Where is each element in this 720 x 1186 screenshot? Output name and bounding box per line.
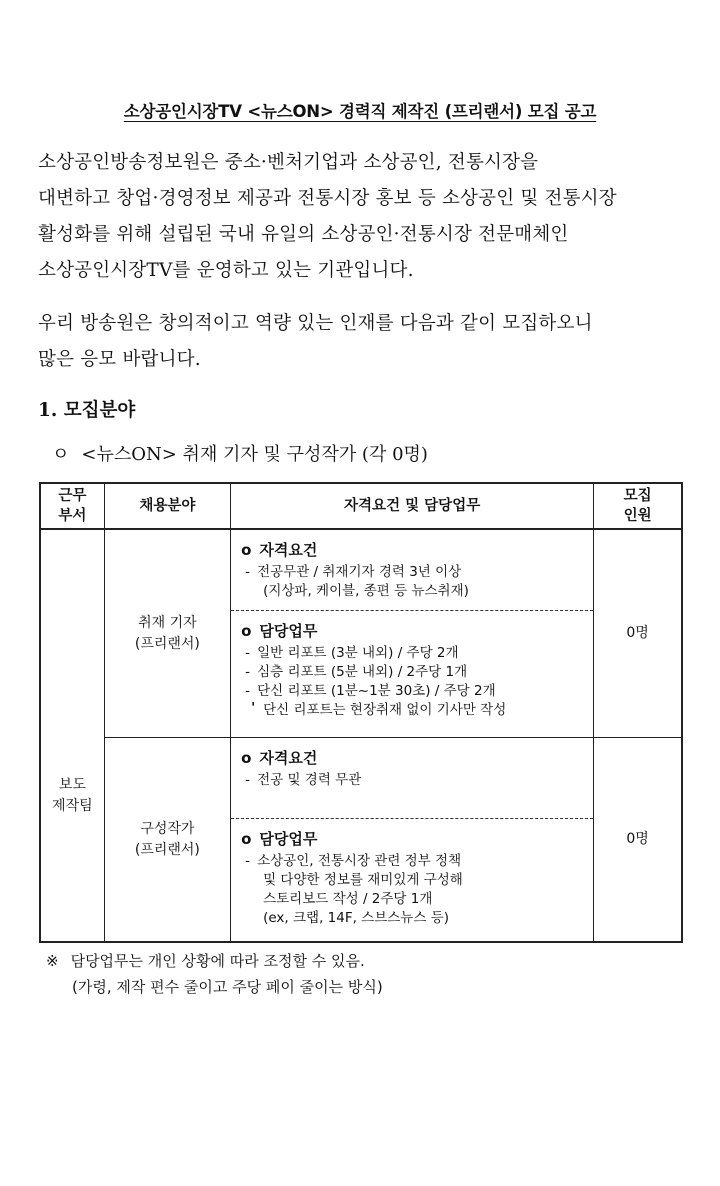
footnote-text: 담당업무는 개인 상황에 따라 조정할 수 있음. [70,952,365,970]
field-line: 취재 기자 [138,614,197,631]
item-continuation: (지상파, 케이블, 종편 등 뉴스취재) [263,583,469,599]
field-cell [104,738,230,943]
item-text: 전공무관 / 취재기자 경력 3년 이상 [257,564,462,580]
field-cell [104,529,230,738]
list-item [241,852,583,871]
list-item [241,771,583,790]
item-text: 심층 리포트 (5분 내외) / 2주당 1개 [257,664,468,680]
subheading-text: <뉴스ON> 취재 기자 및 구성작가 (각 0명) [81,444,428,465]
qualification-block [231,738,593,818]
dash-icon: - [245,772,250,788]
intro-line: 대변하고 창업·경영정보 제공과 전통시장 홍보 등 소상공인 및 전통시장 [38,188,617,209]
dash-icon: - [245,564,250,580]
dash-icon: - [245,853,250,869]
footnote-line: (가령, 제작 편수 줄이고 주당 페이 줄이는 방식) [72,978,383,996]
duty-title: 담당업무 [259,622,318,640]
list-item [241,644,583,663]
intro-line: 소상공인방송정보원은 중소·벤처기업과 소상공인, 전통시장을 [38,152,539,173]
duty-block [231,818,593,941]
count-cell: 0명 [594,529,682,738]
dash-icon: - [245,664,250,680]
dash-icon: - [245,645,250,661]
intro-line: 우리 방송원은 창의적이고 역량 있는 인재를 다음과 같이 모집하오니 [38,313,593,334]
header-count-line: 인원 [623,508,652,524]
section-subheading [52,440,428,466]
footnote [46,948,383,1000]
field-line: (프리랜서) [134,635,200,652]
qualification-block [231,530,593,610]
item-continuation: 및 다양한 정보를 재미있게 구성해 [263,872,463,888]
circle-bullet-icon: o [241,830,252,848]
intro-line: 많은 응모 바랍니다. [38,349,201,370]
count-cell: 0명 [594,738,682,943]
header-dept-line: 부서 [58,508,87,524]
qualification-title: 자격요건 [259,541,318,559]
header-count [594,483,682,529]
qualification-heading [241,748,583,769]
item-text: 일반 리포트 (3분 내외) / 주당 2개 [257,645,459,661]
dept-cell [40,529,104,942]
table-row [40,738,682,943]
qualification-heading [241,540,583,561]
list-item [241,563,583,582]
intro-paragraph-1 [38,145,700,289]
duty-heading [241,829,583,850]
header-dept [40,483,104,529]
qualification-title: 자격요건 [259,749,318,767]
reference-mark-icon: ※ [46,952,59,970]
intro-line: 소상공인시장TV를 운영하고 있는 기관입니다. [38,260,414,281]
dash-icon: - [245,683,250,699]
field-line: 구성작가 [140,820,195,837]
requirements-cell [231,529,594,738]
circle-bullet-icon: o [241,749,252,767]
field-line: (프리랜서) [134,841,200,858]
dept-line: 제작팀 [52,797,93,814]
circle-bullet-icon: o [241,622,252,640]
circle-bullet-icon: ㅇ [52,444,70,465]
recruitment-table [39,482,683,943]
note-mark-icon: ' [251,700,256,716]
list-item [241,663,583,682]
requirements-cell [231,738,594,943]
page-title: 소상공인시장TV <뉴스ON> 경력직 제작진 (프리랜서) 모집 공고 [123,102,597,121]
header-requirements: 자격요건 및 담당업무 [231,483,594,529]
item-text: 소상공인, 전통시장 관련 정부 정책 [257,853,462,869]
intro-paragraph-2 [38,306,700,378]
item-continuation: (ex, 크랩, 14F, 스브스뉴스 등) [263,910,449,926]
header-count-line: 모집 [623,488,652,504]
note-item [241,701,583,720]
circle-bullet-icon: o [241,541,252,559]
table-header-row [40,483,682,529]
item-text: 단신 리포트 (1분~1분 30초) / 주당 2개 [257,683,496,699]
section-heading: 1. 모집분야 [38,400,136,421]
duty-heading [241,621,583,642]
item-text: 전공 및 경력 무관 [257,772,362,788]
footnote-line [46,948,383,974]
table-row [40,529,682,738]
intro-line: 활성화를 위해 설립된 국내 유일의 소상공인·전통시장 전문매체인 [38,224,569,245]
duty-title: 담당업무 [259,830,318,848]
header-field: 채용분야 [104,483,230,529]
item-text: 단신 리포트는 현장취재 없이 기사만 작성 [263,702,507,718]
duty-block [231,610,593,737]
header-dept-line: 근무 [58,488,87,504]
dept-line: 보도 [58,776,86,793]
item-continuation: 스토리보드 작성 / 2주당 1개 [263,891,433,907]
list-item [241,682,583,701]
